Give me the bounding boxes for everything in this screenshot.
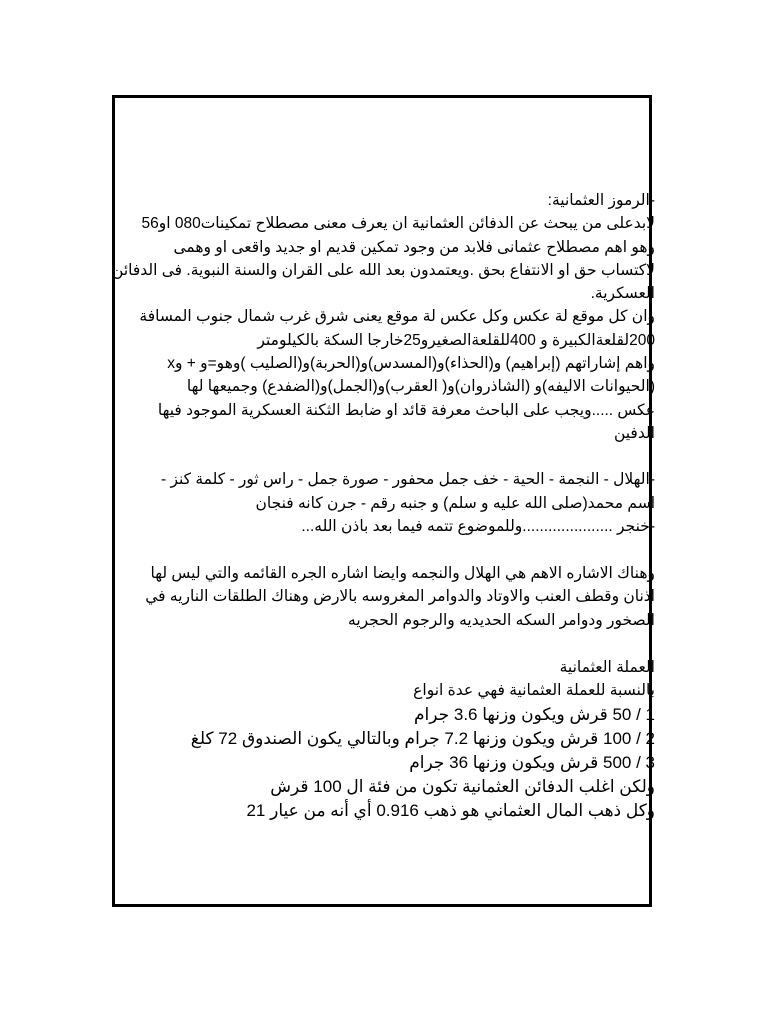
paragraph-line: الدفين — [613, 424, 655, 442]
document-body — [114, 189, 655, 823]
paragraph-line: لاكتساب حق او الانتفاع بحق .ويعتمدون بعد الله على القران والسنة النبوية. فى الدفائن — [112, 261, 655, 279]
section-ottoman-symbols — [114, 189, 655, 445]
list-line: اسم محمد(صلى الله عليه و سلم) و جنبه رقم - جرن كانه فنجان — [255, 494, 655, 512]
section-symbol-list — [114, 468, 655, 538]
paragraph-line: (الحيوانات الاليفه)و (الشاذروان)و( العقرب)و(الجمل)و(الضفدع) وجميعها لها — [186, 378, 655, 396]
paragraph-line: العسكرية. — [590, 285, 655, 303]
paragraph-line: وان كل موقع لة عكس وكل عكس لة موقع يعنى شرق غرب شمال جنوب المسافة — [139, 308, 655, 326]
spacer — [114, 445, 655, 468]
paragraph-line: وكل ذهب المال العثماني هو ذهب 0.916 أي أنه من عيار 21 — [246, 800, 655, 820]
currency-item: 1 / 50 قرش ويكون وزنها 3.6 جرام — [414, 704, 655, 724]
section-heading: العملة العثمانية — [559, 659, 655, 677]
paragraph-line: الصخور ودوامر السكه الحديديه والرجوم الحجريه — [348, 611, 655, 629]
paragraph-line: اذنان وقطف العنب والاوتاد والدوامر المغروسه بالارض وهناك الطلقات الناريه في — [145, 588, 655, 606]
section-heading: -الرموز العثمانية: — [547, 192, 655, 209]
currency-item: 2 / 100 قرش ويكون وزنها 7.2 جرام وبالتالي يكون الصندوق 72 كلغ — [190, 728, 655, 748]
paragraph-line: وهو اهم مصطلاح عثمانى فلابد من وجود تمكين قديم او جديد واقعى او وهمى — [173, 238, 655, 256]
section-important-signs — [114, 562, 655, 632]
paragraph-line: وهناك الاشاره الاهم هي الهلال والنجمه وايضا اشاره الجره القائمه والتي ليس لها — [150, 565, 655, 583]
paragraph-line: لابدعلى من يبحث عن الدفائن العثمانية ان يعرف معنى مصطلاح تمكينات080 او56 — [141, 215, 655, 233]
list-line: -خنجر .....................وللموضوع تتمه فيما بعد باذن الله... — [301, 517, 655, 535]
list-line: -الهلال - النجمة - الحية - خف جمل محفور - صورة جمل - راس ثور - كلمة كنز - — [160, 471, 655, 489]
spacer — [114, 538, 655, 562]
currency-item: 3 / 500 قرش ويكون وزنها 36 جرام — [409, 752, 655, 772]
paragraph-line: واهم إشاراتهم (إبراهيم) و(الحذاء)و(المسدس)و(الحربة)و(الصليب )وهو=و + وx — [167, 355, 655, 373]
paragraph-line: 200لقلعةالكبيرة و 400للقلعةالصغيرو25خارجا السكة بالكيلومتر — [257, 331, 655, 349]
paragraph-line: ولكن اغلب الدفائن العثمانية تكون من فئة ال 100 قرش — [270, 776, 655, 796]
section-ottoman-currency — [114, 656, 655, 823]
spacer — [114, 632, 655, 656]
paragraph-line: عكس .....ويجب على الباحث معرفة قائد او ضابط الثكنة العسكرية الموجود فيها — [157, 401, 655, 419]
paragraph-line: بالنسبة للعملة العثمانية فهي عدة انواع — [413, 682, 655, 700]
